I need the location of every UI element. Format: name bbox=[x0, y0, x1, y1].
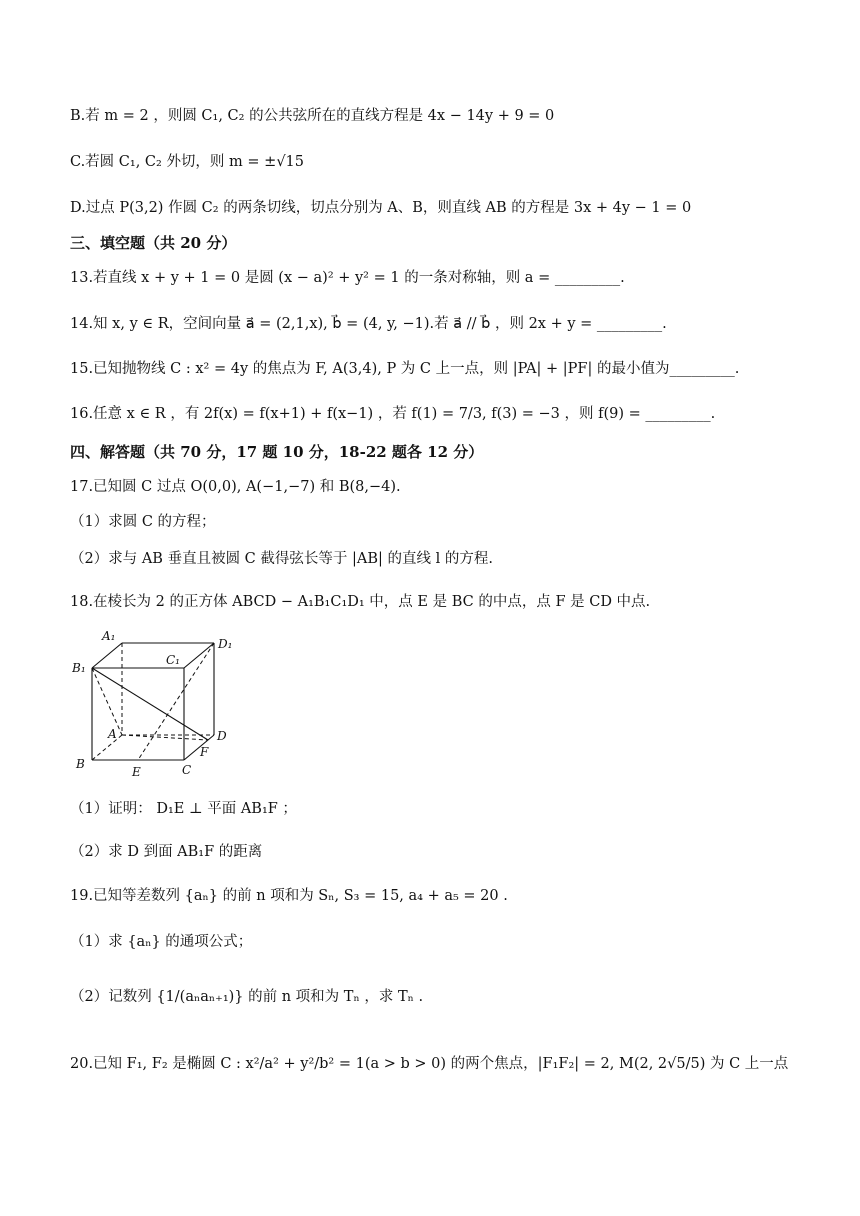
edge-c1d1 bbox=[184, 643, 214, 668]
option-b: B.若 m = 2 ，则圆 C₁, C₂ 的公共弦所在的直线方程是 4x − 14y + 9 = 0 bbox=[70, 108, 555, 124]
question-16: 16.任意 x ∈ R ，有 2f(x) = f(x+1) + f(x−1) ，若 f(1) = 7/3, f(3) = −3 ，则 f(9) = _________. bbox=[70, 406, 716, 422]
label-a1: A₁ bbox=[102, 629, 116, 643]
label-b: B bbox=[76, 757, 85, 771]
question-17: 17.已知圆 C 过点 O(0,0), A(−1,−7) 和 B(8,−4). bbox=[70, 479, 401, 495]
segment-af bbox=[122, 735, 208, 740]
label-d1: D₁ bbox=[218, 637, 233, 651]
question-18: 18.在棱长为 2 的正方体 ABCD − A₁B₁C₁D₁ 中，点 E 是 BC 的中点，点 F 是 CD 中点. bbox=[70, 594, 651, 610]
section-4-heading: 四、解答题（共 70 分，17 题 10 分，18-22 题各 12 分） bbox=[70, 443, 484, 461]
label-d: D bbox=[217, 729, 227, 743]
option-c: C.若圆 C₁, C₂ 外切，则 m = ±√15 bbox=[70, 154, 305, 170]
question-18-part-1: （1）证明： D₁E ⊥ 平面 AB₁F ； bbox=[70, 801, 297, 817]
question-13: 13.若直线 x + y + 1 = 0 是圆 (x − a)² + y² = 1 的一条对称轴，则 a = _________. bbox=[70, 270, 625, 286]
segment-b1a bbox=[92, 668, 122, 735]
label-c1: C₁ bbox=[166, 653, 180, 667]
question-18-part-2: （2）求 D 到面 AB₁F 的距离 bbox=[70, 844, 263, 860]
cube-figure bbox=[72, 628, 242, 780]
label-e: E bbox=[132, 765, 141, 779]
question-19-part-2: （2）记数列 {1/(aₙaₙ₊₁)} 的前 n 项和为 Tₙ ，求 Tₙ . bbox=[70, 989, 424, 1005]
question-19: 19.已知等差数列 {aₙ} 的前 n 项和为 Sₙ, S₃ = 15, a₄ + a₅ = 20 . bbox=[70, 888, 508, 904]
question-19-part-1: （1）求 {aₙ} 的通项公式； bbox=[70, 934, 253, 950]
label-c: C bbox=[182, 763, 192, 777]
question-17-part-2: （2）求与 AB 垂直且被圆 C 截得弦长等于 |AB| 的直线 l 的方程. bbox=[70, 551, 493, 567]
edge-ba bbox=[92, 735, 122, 760]
question-15: 15.已知抛物线 C : x² = 4y 的焦点为 F, A(3,4), P 为 C 上一点，则 |PA| + |PF| 的最小值为_________. bbox=[70, 361, 740, 377]
edge-b1a1 bbox=[92, 643, 122, 668]
question-14: 14.知 x, y ∈ R，空间向量 a⃗ = (2,1,x), b⃗ = (4, y, −1).若 a⃗ // b⃗ ，则 2x + y = _________. bbox=[70, 316, 667, 332]
cube-diagram bbox=[72, 628, 242, 780]
option-d: D.过点 P(3,2) 作圆 C₂ 的两条切线，切点分别为 A、B，则直线 AB 的方程是 3x + 4y − 1 = 0 bbox=[70, 200, 692, 216]
question-17-part-1: （1）求圆 C 的方程； bbox=[70, 514, 216, 530]
section-3-heading: 三、填空题（共 20 分） bbox=[70, 234, 237, 252]
question-20: 20.已知 F₁, F₂ 是椭圆 C : x²/a² + y²/b² = 1(a > b > 0) 的两个焦点，|F₁F₂| = 2, M(2, 2√5/5) 为 C 上一点 bbox=[70, 1056, 789, 1072]
label-f: F bbox=[200, 745, 209, 759]
label-a: A bbox=[108, 727, 117, 741]
label-b1: B₁ bbox=[72, 661, 86, 675]
